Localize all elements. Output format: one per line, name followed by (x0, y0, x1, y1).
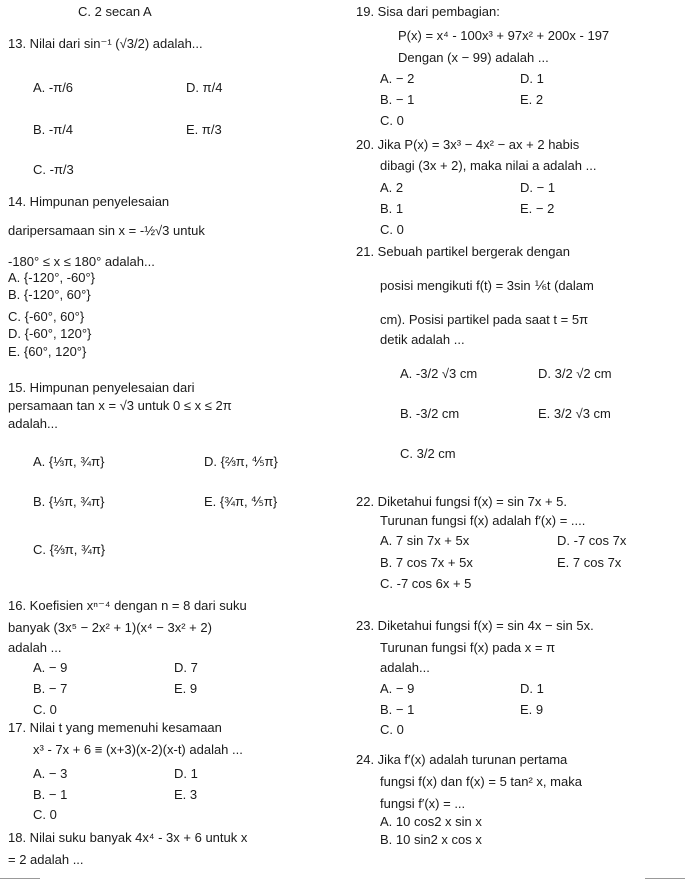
q18-stem-line-1: 18. Nilai suku banyak 4x⁴ - 3x + 6 untuk x (8, 830, 248, 845)
q24-stem-line-1: 24. Jika f′(x) adalah turunan pertama (356, 752, 568, 767)
q15-option-a: A. {⅓π, ¾π} (33, 454, 105, 469)
q14-option-d: D. {-60°, 120°} (8, 326, 92, 341)
q19-option-c: C. 0 (380, 113, 404, 128)
q21-stem-line-4: detik adalah ... (380, 332, 465, 347)
q22-option-d: D. -7 cos 7x (557, 533, 627, 548)
q20-option-c: C. 0 (380, 222, 404, 237)
q17-stem-line-1: 17. Nilai t yang memenuhi kesamaan (8, 720, 222, 735)
q12-option-c: C. 2 secan A (78, 4, 152, 19)
q20-stem-line-1: 20. Jika P(x) = 3x³ − 4x² − ax + 2 habis (356, 137, 580, 152)
q18-stem-line-2: = 2 adalah ... (8, 852, 84, 867)
q22-option-e: E. 7 cos 7x (557, 555, 622, 570)
q15-option-c: C. {⅔π, ¾π} (33, 542, 106, 557)
q22-option-b: B. 7 cos 7x + 5x (380, 555, 473, 570)
q19-stem-line-1: 19. Sisa dari pembagian: (356, 4, 500, 19)
q22-option-a: A. 7 sin 7x + 5x (380, 533, 470, 548)
q14-option-c: C. {-60°, 60°} (8, 309, 85, 324)
q19-stem-line-2: P(x) = x⁴ - 100x³ + 97x² + 200x - 197 (398, 28, 610, 43)
q16-option-e: E. 9 (174, 681, 198, 696)
q20-option-b: B. 1 (380, 201, 404, 216)
q17-option-a: A. − 3 (33, 766, 68, 781)
q24-stem-line-2: fungsi f(x) dan f(x) = 5 tan² x, maka (380, 774, 582, 789)
q14-option-a: A. {-120°, -60°} (8, 270, 96, 285)
q13-option-b: B. -π/4 (33, 122, 74, 137)
q16-stem-line-2: banyak (3x⁵ − 2x² + 1)(x⁴ − 3x² + 2) (8, 620, 212, 635)
q21-option-e: E. 3/2 √3 cm (538, 406, 611, 421)
q20-option-a: A. 2 (380, 180, 404, 195)
q21-option-d: D. 3/2 √2 cm (538, 366, 612, 381)
q16-option-d: D. 7 (174, 660, 198, 675)
q24-stem-line-3: fungsi f′(x) = ... (380, 796, 466, 811)
q16-stem-line-3: adalah ... (8, 640, 62, 655)
q15-stem-line-1: 15. Himpunan penyelesaian dari (8, 380, 195, 395)
q14-stem-line-1: 14. Himpunan penyelesaian (8, 194, 170, 209)
q19-option-e: E. 2 (520, 92, 544, 107)
q16-option-a: A. − 9 (33, 660, 68, 675)
q15-option-e: E. {¾π, ⅘π} (204, 494, 278, 509)
q19-stem-line-3: Dengan (x − 99) adalah ... (398, 50, 549, 65)
q13-stem: 13. Nilai dari sin⁻¹ (√3/2) adalah... (8, 36, 203, 51)
q15-option-d: D. {⅔π, ⅘π} (204, 454, 278, 469)
q20-stem-line-2: dibagi (3x + 2), maka nilai a adalah ... (380, 158, 597, 173)
q23-option-a: A. − 9 (380, 681, 415, 696)
crop-mark-right (645, 878, 685, 889)
q19-option-d: D. 1 (520, 71, 544, 86)
q22-stem-line-2: Turunan fungsi f(x) adalah f′(x) = .... (380, 513, 586, 528)
q24-option-b: B. 10 sin2 x cos x (380, 832, 482, 847)
q13-option-d: D. π/4 (186, 80, 223, 95)
q21-option-c: C. 3/2 cm (400, 446, 456, 461)
q14-stem-line-2: daripersamaan sin x = -½√3 untuk (8, 223, 205, 238)
q20-option-d: D. − 1 (520, 180, 556, 195)
q19-option-a: A. − 2 (380, 71, 415, 86)
q22-stem-line-1: 22. Diketahui fungsi f(x) = sin 7x + 5. (356, 494, 567, 509)
q23-option-e: E. 9 (520, 702, 544, 717)
q15-stem-line-2: persamaan tan x = √3 untuk 0 ≤ x ≤ 2π (8, 398, 232, 413)
q14-stem-line-3: -180° ≤ x ≤ 180° adalah... (8, 254, 155, 269)
q21-stem-line-2: posisi mengikuti f(t) = 3sin ⅙t (dalam (380, 278, 594, 293)
crop-mark-left (0, 878, 40, 889)
q13-option-c: C. -π/3 (33, 162, 74, 177)
q17-option-c: C. 0 (33, 807, 57, 822)
q13-option-e: E. π/3 (186, 122, 222, 137)
q16-option-c: C. 0 (33, 702, 57, 717)
q16-stem-line-1: 16. Koefisien xⁿ⁻⁴ dengan n = 8 dari suku (8, 598, 247, 613)
q17-option-d: D. 1 (174, 766, 198, 781)
q16-option-b: B. − 7 (33, 681, 68, 696)
q21-option-b: B. -3/2 cm (400, 406, 460, 421)
q21-stem-line-1: 21. Sebuah partikel bergerak dengan (356, 244, 570, 259)
q22-option-c: C. -7 cos 6x + 5 (380, 576, 472, 591)
q23-stem-line-2: Turunan fungsi f(x) pada x = π (380, 640, 556, 655)
q19-option-b: B. − 1 (380, 92, 415, 107)
q24-option-a: A. 10 cos2 x sin x (380, 814, 482, 829)
q23-stem-line-1: 23. Diketahui fungsi f(x) = sin 4x − sin 5x. (356, 618, 594, 633)
q17-stem-line-2: x³ - 7x + 6 ≡ (x+3)(x-2)(x-t) adalah ... (33, 742, 243, 757)
q15-option-b: B. {⅓π, ¾π} (33, 494, 105, 509)
q20-option-e: E. − 2 (520, 201, 555, 216)
q21-option-a: A. -3/2 √3 cm (400, 366, 478, 381)
q23-option-d: D. 1 (520, 681, 544, 696)
q14-option-b: B. {-120°, 60°} (8, 287, 91, 302)
q23-stem-line-3: adalah... (380, 660, 430, 675)
q15-stem-line-3: adalah... (8, 416, 58, 431)
q21-stem-line-3: cm). Posisi partikel pada saat t = 5π (380, 312, 589, 327)
q17-option-b: B. − 1 (33, 787, 68, 802)
q23-option-c: C. 0 (380, 722, 404, 737)
q17-option-e: E. 3 (174, 787, 198, 802)
q13-option-a: A. -π/6 (33, 80, 74, 95)
q14-option-e: E. {60°, 120°} (8, 344, 87, 359)
q23-option-b: B. − 1 (380, 702, 415, 717)
